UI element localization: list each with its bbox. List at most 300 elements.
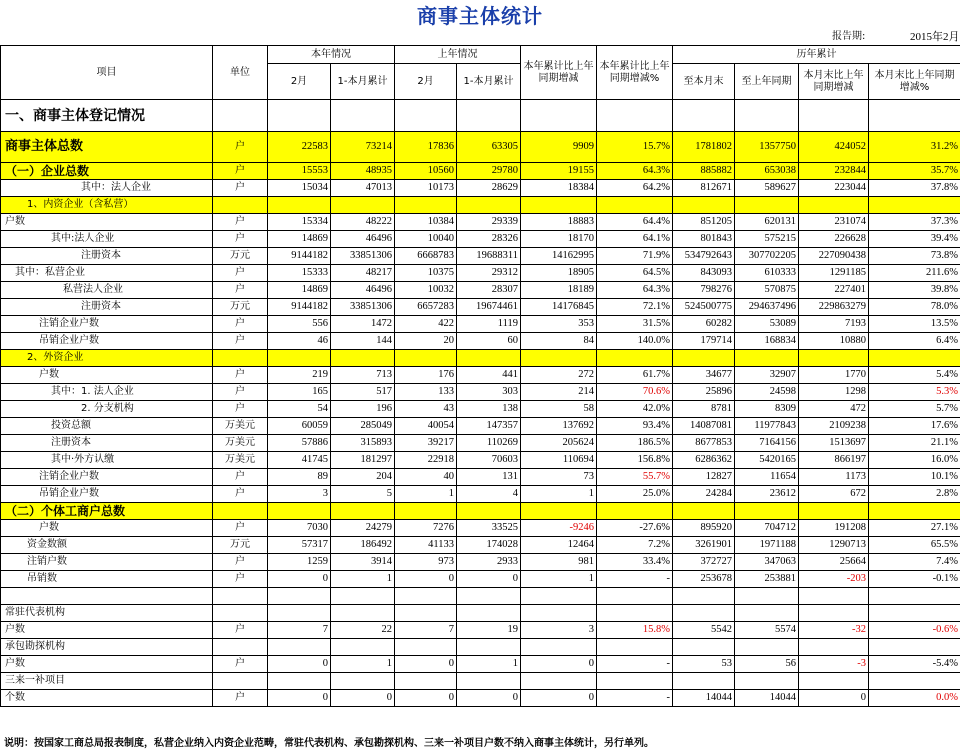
- value-cell: [268, 197, 331, 214]
- value-cell: 89: [268, 469, 331, 486]
- value-cell: 64.4%: [597, 214, 673, 231]
- value-cell: 18905: [521, 265, 597, 282]
- value-cell: [268, 350, 331, 367]
- value-cell: 8677853: [673, 435, 735, 452]
- value-cell: 13.5%: [869, 316, 960, 333]
- value-cell: [735, 673, 799, 690]
- value-cell: 1259: [268, 554, 331, 571]
- row-label: 1、内资企业（含私营）: [1, 197, 213, 214]
- value-cell: [457, 503, 521, 520]
- value-cell: 214: [521, 384, 597, 401]
- header-ytd-pct: 本年累计比上年同期增减%: [597, 46, 673, 100]
- row-unit: 万元: [213, 537, 268, 554]
- value-cell: 110269: [457, 435, 521, 452]
- value-cell: 1357750: [735, 132, 799, 163]
- row-unit: 万美元: [213, 418, 268, 435]
- table-row: [1, 537, 960, 554]
- row-label: 注册资本: [1, 248, 213, 265]
- value-cell: 18384: [521, 180, 597, 197]
- value-cell: 7: [395, 622, 457, 639]
- value-cell: 6668783: [395, 248, 457, 265]
- value-cell: [869, 503, 960, 520]
- row-unit: 户: [213, 486, 268, 503]
- value-cell: 5.4%: [869, 367, 960, 384]
- row-label: 户数: [1, 622, 213, 639]
- row-label: 其中：私营企业: [1, 265, 213, 282]
- row-unit: 户: [213, 401, 268, 418]
- value-cell: 24598: [735, 384, 799, 401]
- value-cell: 10032: [395, 282, 457, 299]
- value-cell: 14044: [673, 690, 735, 707]
- value-cell: 10040: [395, 231, 457, 248]
- value-cell: [799, 639, 869, 656]
- value-cell: 56: [735, 656, 799, 673]
- value-cell: 5: [331, 486, 395, 503]
- value-cell: 610333: [735, 265, 799, 282]
- value-cell: 18883: [521, 214, 597, 231]
- row-label: 常驻代表机构: [1, 605, 213, 622]
- header-this-cumulative: 1-本月累计: [331, 64, 395, 100]
- value-cell: 140.0%: [597, 333, 673, 350]
- table-row: [1, 350, 960, 367]
- table-row: [1, 418, 960, 435]
- value-cell: 147357: [457, 418, 521, 435]
- value-cell: 422: [395, 316, 457, 333]
- value-cell: 843093: [673, 265, 735, 282]
- row-unit: 万元: [213, 248, 268, 265]
- value-cell: [521, 197, 597, 214]
- value-cell: [521, 350, 597, 367]
- value-cell: 9144182: [268, 248, 331, 265]
- row-unit: 户: [213, 571, 268, 588]
- value-cell: 232844: [799, 163, 869, 180]
- value-cell: 40: [395, 469, 457, 486]
- value-cell: [673, 605, 735, 622]
- row-label: 2、外资企业: [1, 350, 213, 367]
- value-cell: 73.8%: [869, 248, 960, 265]
- value-cell: 10384: [395, 214, 457, 231]
- value-cell: 307702205: [735, 248, 799, 265]
- value-cell: 7.2%: [597, 537, 673, 554]
- value-cell: [457, 673, 521, 690]
- value-cell: [673, 100, 735, 132]
- value-cell: [597, 639, 673, 656]
- value-cell: 1: [331, 656, 395, 673]
- value-cell: 53: [673, 656, 735, 673]
- value-cell: 0.0%: [869, 690, 960, 707]
- value-cell: [735, 350, 799, 367]
- value-cell: -5.4%: [869, 656, 960, 673]
- value-cell: 7030: [268, 520, 331, 537]
- value-cell: 174028: [457, 537, 521, 554]
- page-title: 商事主体统计: [417, 4, 543, 28]
- value-cell: 2933: [457, 554, 521, 571]
- row-label: 2. 分支机构: [1, 401, 213, 418]
- value-cell: 18170: [521, 231, 597, 248]
- value-cell: 5542: [673, 622, 735, 639]
- value-cell: 851205: [673, 214, 735, 231]
- value-cell: [268, 503, 331, 520]
- header-to-last-year: 至上年同期: [735, 64, 799, 100]
- value-cell: 60282: [673, 316, 735, 333]
- value-cell: [268, 639, 331, 656]
- value-cell: 60: [457, 333, 521, 350]
- row-label: 户数: [1, 214, 213, 231]
- row-label: 注册资本: [1, 299, 213, 316]
- value-cell: [268, 605, 331, 622]
- value-cell: 315893: [331, 435, 395, 452]
- table-row: [1, 100, 960, 132]
- value-cell: 25896: [673, 384, 735, 401]
- value-cell: 48935: [331, 163, 395, 180]
- value-cell: [457, 197, 521, 214]
- value-cell: 29339: [457, 214, 521, 231]
- value-cell: [799, 197, 869, 214]
- value-cell: 372727: [673, 554, 735, 571]
- value-cell: 165: [268, 384, 331, 401]
- value-cell: 39.8%: [869, 282, 960, 299]
- value-cell: [597, 503, 673, 520]
- value-cell: 176: [395, 367, 457, 384]
- value-cell: 5420165: [735, 452, 799, 469]
- value-cell: 168834: [735, 333, 799, 350]
- value-cell: [869, 350, 960, 367]
- value-cell: 22918: [395, 452, 457, 469]
- value-cell: 1: [521, 571, 597, 588]
- value-cell: 3: [521, 622, 597, 639]
- value-cell: 19674461: [457, 299, 521, 316]
- value-cell: 14869: [268, 282, 331, 299]
- table-row: [1, 520, 960, 537]
- value-cell: 33851306: [331, 299, 395, 316]
- value-cell: -32: [799, 622, 869, 639]
- value-cell: 1971188: [735, 537, 799, 554]
- value-cell: 653038: [735, 163, 799, 180]
- value-cell: 973: [395, 554, 457, 571]
- value-cell: 156.8%: [597, 452, 673, 469]
- value-cell: 33851306: [331, 248, 395, 265]
- value-cell: 10880: [799, 333, 869, 350]
- value-cell: 46: [268, 333, 331, 350]
- value-cell: [268, 588, 331, 605]
- table-row: [1, 265, 960, 282]
- value-cell: 1: [457, 656, 521, 673]
- row-label: 承包勘探机构: [1, 639, 213, 656]
- value-cell: [799, 588, 869, 605]
- value-cell: 704712: [735, 520, 799, 537]
- value-cell: 57886: [268, 435, 331, 452]
- header-this-year: 本年情况: [268, 46, 395, 64]
- value-cell: 186492: [331, 537, 395, 554]
- value-cell: 24279: [331, 520, 395, 537]
- value-cell: 137692: [521, 418, 597, 435]
- value-cell: [673, 350, 735, 367]
- value-cell: 40054: [395, 418, 457, 435]
- value-cell: 589627: [735, 180, 799, 197]
- row-label: 注销企业户数: [1, 316, 213, 333]
- value-cell: [457, 350, 521, 367]
- row-label: 三来一补项目: [1, 673, 213, 690]
- row-label: 一、商事主体登记情况: [1, 100, 213, 132]
- value-cell: [869, 605, 960, 622]
- row-unit: [213, 197, 268, 214]
- value-cell: 347063: [735, 554, 799, 571]
- value-cell: 981: [521, 554, 597, 571]
- table-row: [1, 248, 960, 265]
- value-cell: [395, 197, 457, 214]
- value-cell: 10173: [395, 180, 457, 197]
- row-unit: 户: [213, 656, 268, 673]
- value-cell: 303: [457, 384, 521, 401]
- value-cell: 1781802: [673, 132, 735, 163]
- value-cell: 0: [521, 656, 597, 673]
- value-cell: 353: [521, 316, 597, 333]
- value-cell: 14044: [735, 690, 799, 707]
- row-unit: 户: [213, 554, 268, 571]
- value-cell: [597, 605, 673, 622]
- value-cell: 37.3%: [869, 214, 960, 231]
- value-cell: 53089: [735, 316, 799, 333]
- table-row: [1, 605, 960, 622]
- value-cell: [799, 350, 869, 367]
- value-cell: 11977843: [735, 418, 799, 435]
- value-cell: 19: [457, 622, 521, 639]
- value-cell: [673, 588, 735, 605]
- row-unit: 户: [213, 316, 268, 333]
- value-cell: 285049: [331, 418, 395, 435]
- value-cell: 14869: [268, 231, 331, 248]
- value-cell: 1770: [799, 367, 869, 384]
- value-cell: 144: [331, 333, 395, 350]
- value-cell: 179714: [673, 333, 735, 350]
- value-cell: 37.8%: [869, 180, 960, 197]
- value-cell: 895920: [673, 520, 735, 537]
- value-cell: [457, 639, 521, 656]
- header-month-end-pct: 本月末比上年同期增减%: [869, 64, 960, 100]
- value-cell: 16.0%: [869, 452, 960, 469]
- value-cell: [395, 503, 457, 520]
- value-cell: 15334: [268, 214, 331, 231]
- value-cell: 3: [268, 486, 331, 503]
- value-cell: 10.1%: [869, 469, 960, 486]
- row-unit: 户: [213, 163, 268, 180]
- value-cell: 5574: [735, 622, 799, 639]
- row-unit: 户: [213, 132, 268, 163]
- row-unit: 户: [213, 180, 268, 197]
- value-cell: [869, 639, 960, 656]
- value-cell: [268, 673, 331, 690]
- value-cell: -27.6%: [597, 520, 673, 537]
- row-unit: 户: [213, 469, 268, 486]
- value-cell: -: [597, 571, 673, 588]
- value-cell: 575215: [735, 231, 799, 248]
- value-cell: 798276: [673, 282, 735, 299]
- value-cell: 812671: [673, 180, 735, 197]
- table-row: [1, 384, 960, 401]
- value-cell: 12827: [673, 469, 735, 486]
- value-cell: 23612: [735, 486, 799, 503]
- header-historical: 历年累计: [673, 46, 960, 64]
- value-cell: 227401: [799, 282, 869, 299]
- row-label: 吊销数: [1, 571, 213, 588]
- value-cell: -203: [799, 571, 869, 588]
- value-cell: [331, 639, 395, 656]
- value-cell: 0: [268, 571, 331, 588]
- value-cell: 8781: [673, 401, 735, 418]
- table-row: [1, 656, 960, 673]
- value-cell: 1290713: [799, 537, 869, 554]
- value-cell: [735, 605, 799, 622]
- row-label: （一）企业总数: [1, 163, 213, 180]
- header-month-end-change: 本月末比上年同期增减: [799, 64, 869, 100]
- table-row: [1, 690, 960, 707]
- value-cell: 1291185: [799, 265, 869, 282]
- value-cell: 70.6%: [597, 384, 673, 401]
- value-cell: 46496: [331, 231, 395, 248]
- value-cell: -0.6%: [869, 622, 960, 639]
- value-cell: 73214: [331, 132, 395, 163]
- value-cell: [395, 673, 457, 690]
- table-row: [1, 486, 960, 503]
- value-cell: 28629: [457, 180, 521, 197]
- header-ytd-change: 本年累计比上年同期增减: [521, 46, 597, 100]
- value-cell: [799, 673, 869, 690]
- value-cell: 6286362: [673, 452, 735, 469]
- value-cell: 0: [395, 571, 457, 588]
- value-cell: 223044: [799, 180, 869, 197]
- value-cell: -3: [799, 656, 869, 673]
- value-cell: 65.5%: [869, 537, 960, 554]
- value-cell: 517: [331, 384, 395, 401]
- header-last-year: 上年情况: [395, 46, 521, 64]
- value-cell: [869, 588, 960, 605]
- value-cell: 9144182: [268, 299, 331, 316]
- header-last-cumulative: 1-本月累计: [457, 64, 521, 100]
- row-unit: [213, 639, 268, 656]
- row-unit: 万元: [213, 299, 268, 316]
- value-cell: 1: [521, 486, 597, 503]
- row-label: 户数: [1, 520, 213, 537]
- header-this-feb: 2月: [268, 64, 331, 100]
- value-cell: 424052: [799, 132, 869, 163]
- value-cell: 186.5%: [597, 435, 673, 452]
- value-cell: [331, 673, 395, 690]
- value-cell: 35.7%: [869, 163, 960, 180]
- report-period-label: 报告期:: [832, 31, 866, 42]
- value-cell: [331, 503, 395, 520]
- value-cell: 43: [395, 401, 457, 418]
- value-cell: 34677: [673, 367, 735, 384]
- value-cell: [395, 639, 457, 656]
- value-cell: 15553: [268, 163, 331, 180]
- table-row: [1, 622, 960, 639]
- table-row: [1, 132, 960, 163]
- value-cell: [521, 639, 597, 656]
- table-row: [1, 571, 960, 588]
- row-unit: 户: [213, 520, 268, 537]
- value-cell: 14087081: [673, 418, 735, 435]
- value-cell: 2.8%: [869, 486, 960, 503]
- row-unit: [213, 350, 268, 367]
- value-cell: 17.6%: [869, 418, 960, 435]
- value-cell: [869, 673, 960, 690]
- row-label: [1, 588, 213, 605]
- table-row: [1, 180, 960, 197]
- value-cell: 10560: [395, 163, 457, 180]
- value-cell: 131: [457, 469, 521, 486]
- table-row: [1, 554, 960, 571]
- value-cell: [331, 197, 395, 214]
- value-cell: 27.1%: [869, 520, 960, 537]
- value-cell: [735, 588, 799, 605]
- value-cell: 57317: [268, 537, 331, 554]
- value-cell: 229863279: [799, 299, 869, 316]
- value-cell: 866197: [799, 452, 869, 469]
- value-cell: 3261901: [673, 537, 735, 554]
- value-cell: 58: [521, 401, 597, 418]
- value-cell: 1: [395, 486, 457, 503]
- value-cell: 55.7%: [597, 469, 673, 486]
- value-cell: [457, 100, 521, 132]
- value-cell: 15.8%: [597, 622, 673, 639]
- table-row: [1, 435, 960, 452]
- value-cell: 534792643: [673, 248, 735, 265]
- row-label: 个数: [1, 690, 213, 707]
- value-cell: 21.1%: [869, 435, 960, 452]
- table-row: [1, 503, 960, 520]
- value-cell: [521, 605, 597, 622]
- value-cell: 14162995: [521, 248, 597, 265]
- value-cell: 64.3%: [597, 163, 673, 180]
- value-cell: [331, 605, 395, 622]
- value-cell: 0: [268, 690, 331, 707]
- value-cell: 191208: [799, 520, 869, 537]
- value-cell: [331, 588, 395, 605]
- value-cell: 472: [799, 401, 869, 418]
- value-cell: 205624: [521, 435, 597, 452]
- value-cell: 138: [457, 401, 521, 418]
- value-cell: [597, 673, 673, 690]
- row-label: 户数: [1, 656, 213, 673]
- value-cell: 253678: [673, 571, 735, 588]
- value-cell: 133: [395, 384, 457, 401]
- value-cell: 25.0%: [597, 486, 673, 503]
- value-cell: -: [597, 656, 673, 673]
- table-row: [1, 452, 960, 469]
- value-cell: 524500775: [673, 299, 735, 316]
- value-cell: 7276: [395, 520, 457, 537]
- value-cell: 556: [268, 316, 331, 333]
- value-cell: [521, 503, 597, 520]
- value-cell: 31.2%: [869, 132, 960, 163]
- value-cell: 441: [457, 367, 521, 384]
- row-unit: 万美元: [213, 435, 268, 452]
- table-row: [1, 214, 960, 231]
- value-cell: 64.1%: [597, 231, 673, 248]
- table-row: [1, 588, 960, 605]
- header-unit: 单位: [213, 46, 268, 100]
- value-cell: 19688311: [457, 248, 521, 265]
- value-cell: 196: [331, 401, 395, 418]
- row-label: 投资总额: [1, 418, 213, 435]
- value-cell: 11654: [735, 469, 799, 486]
- value-cell: 10375: [395, 265, 457, 282]
- value-cell: 25664: [799, 554, 869, 571]
- row-unit: 户: [213, 333, 268, 350]
- value-cell: 20: [395, 333, 457, 350]
- value-cell: 0: [395, 690, 457, 707]
- value-cell: 4: [457, 486, 521, 503]
